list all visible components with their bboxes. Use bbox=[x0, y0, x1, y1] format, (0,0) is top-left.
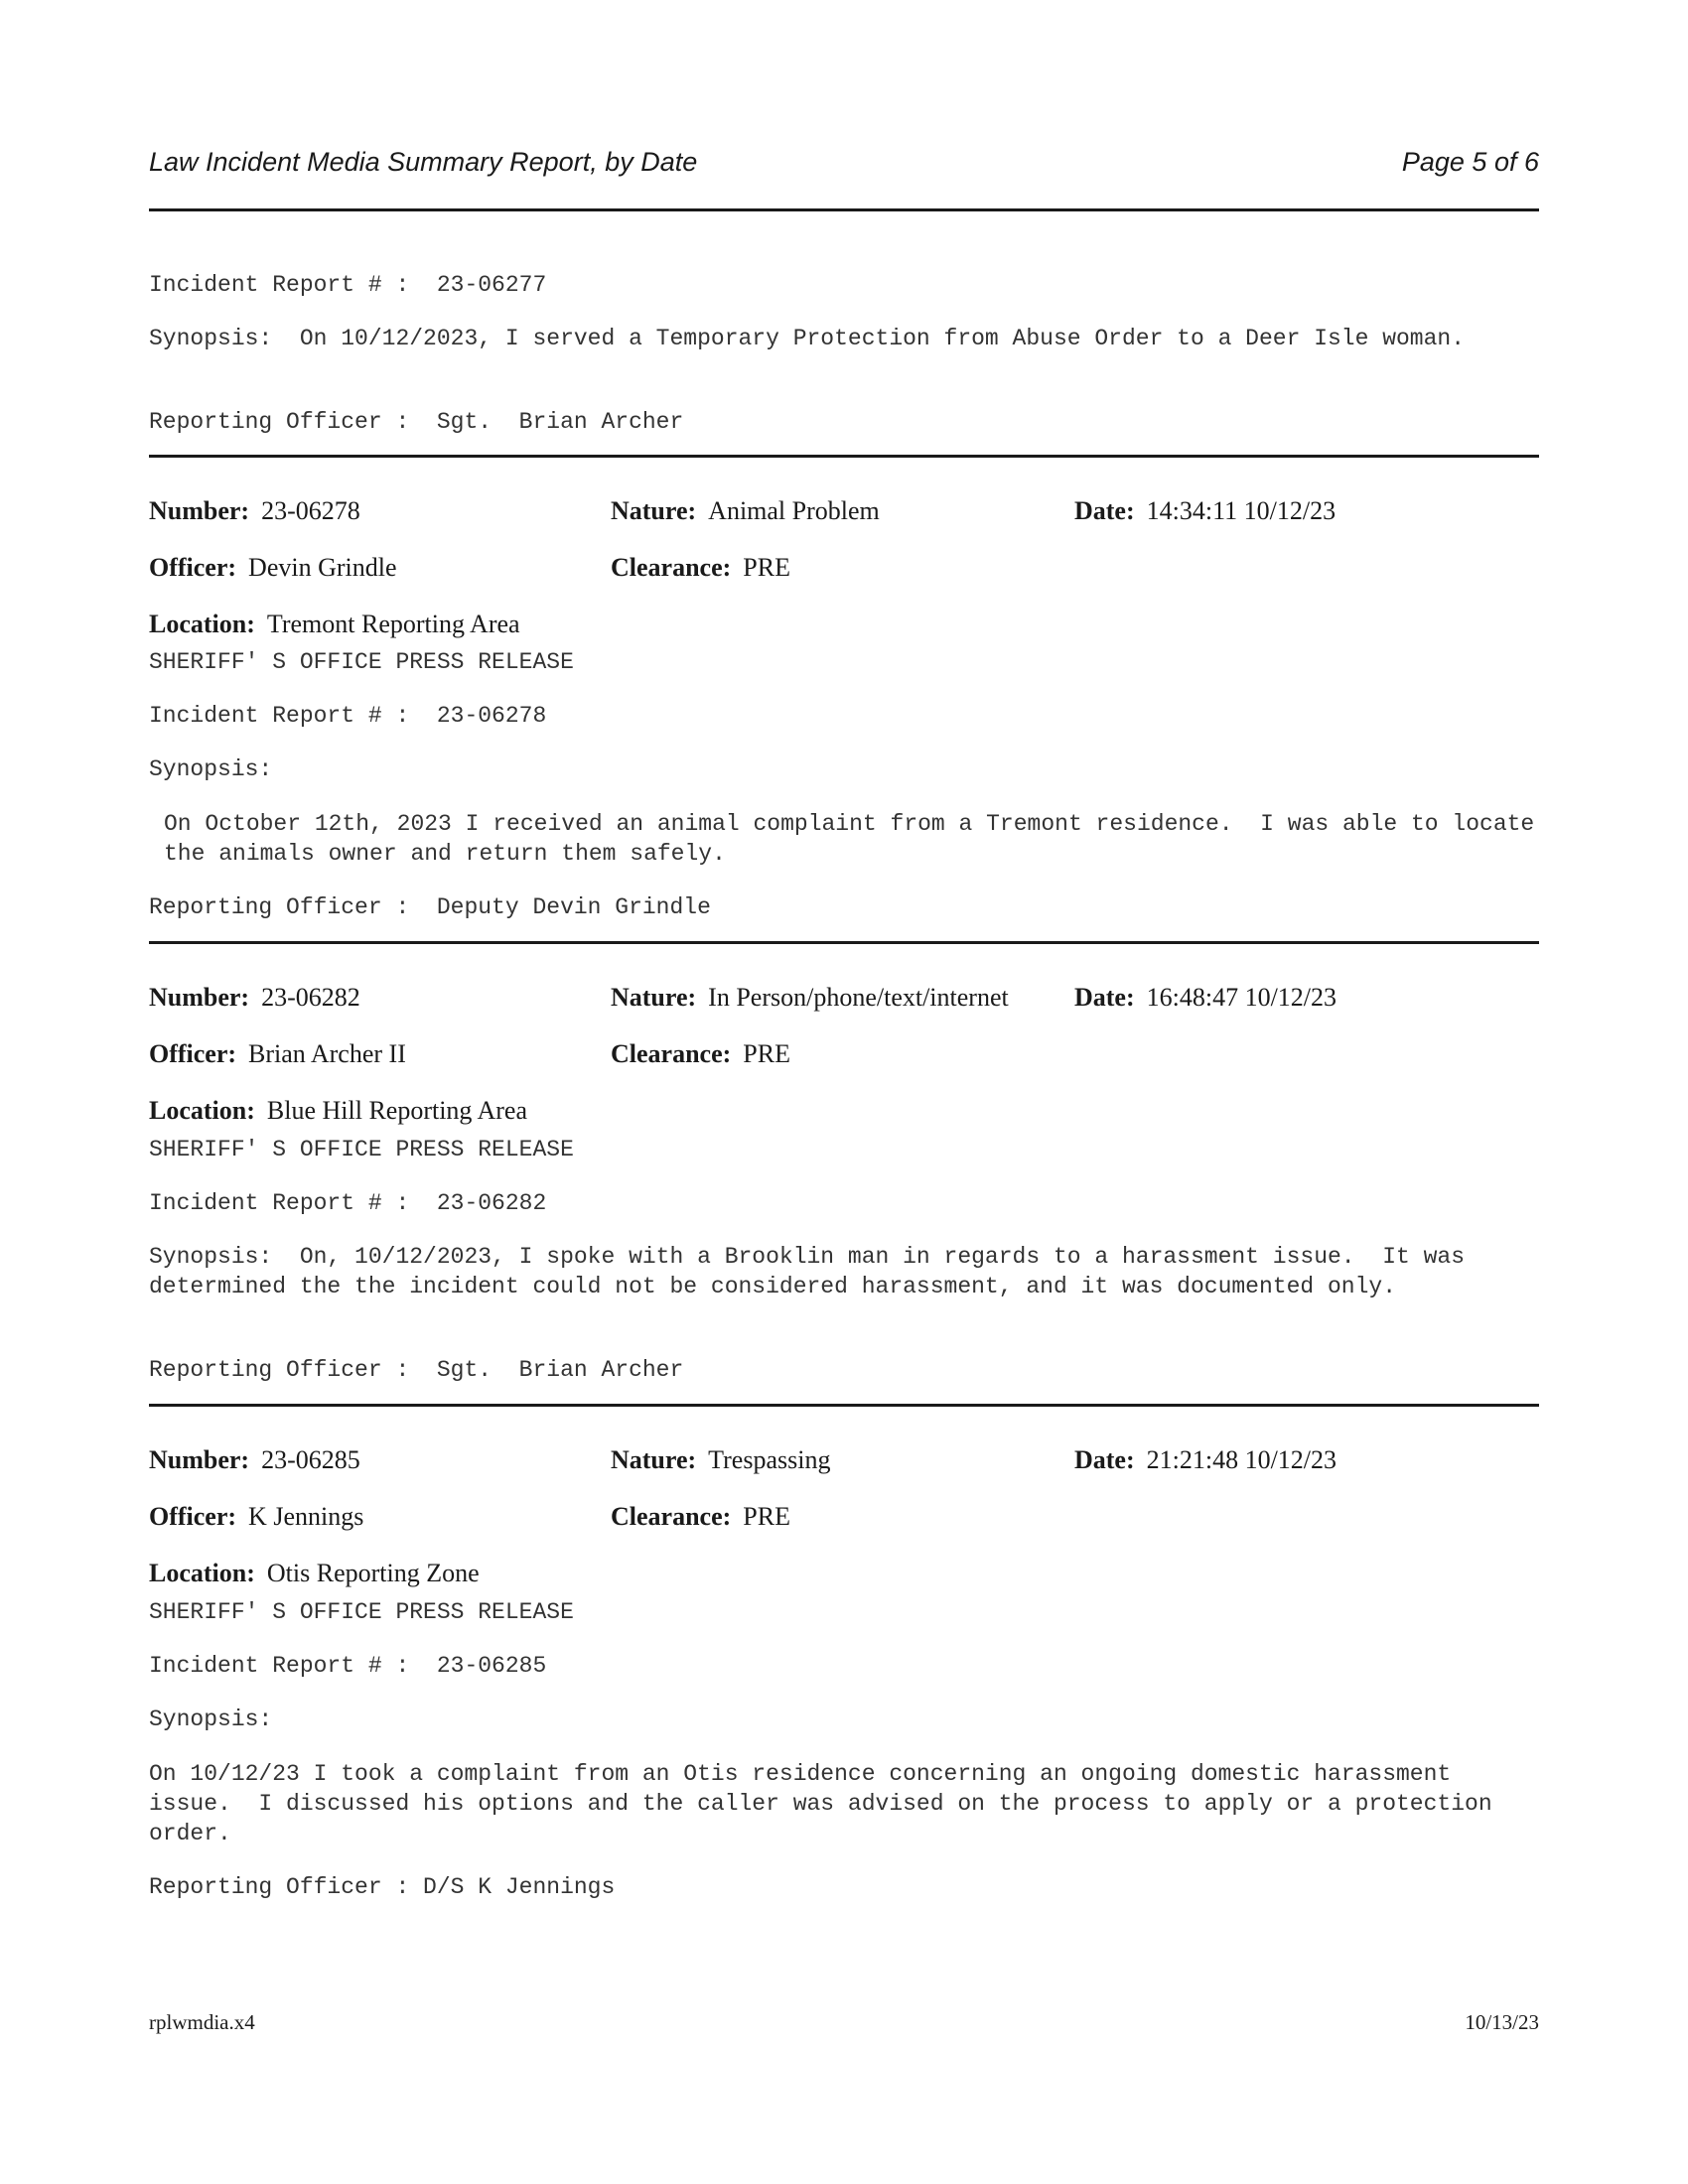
entry-divider bbox=[149, 1404, 1539, 1407]
officer-field: Officer: Devin Grindle bbox=[149, 553, 397, 582]
synopsis-label: Synopsis: bbox=[149, 756, 273, 782]
nature-field: Nature: Trespassing bbox=[611, 1445, 831, 1474]
reporting-officer: Reporting Officer : Deputy Devin Grindle bbox=[149, 894, 711, 920]
clearance-value: PRE bbox=[743, 1502, 790, 1531]
reporting-officer: Reporting Officer : Sgt. Brian Archer bbox=[149, 1357, 684, 1383]
synopsis: Synopsis: On, 10/12/2023, I spoke with a Brooklin man in regards to a harassment issue. It was determined the the incident could not be considered harassment, and it was documented only. bbox=[149, 1244, 1478, 1299]
location-field: Location: Tremont Reporting Area bbox=[149, 610, 520, 638]
location-value: Blue Hill Reporting Area bbox=[266, 1096, 528, 1125]
clearance-field: Clearance: PRE bbox=[611, 553, 790, 582]
press-release-label: SHERIFF' S OFFICE PRESS RELEASE bbox=[149, 649, 574, 675]
press-release-label: SHERIFF' S OFFICE PRESS RELEASE bbox=[149, 1137, 574, 1162]
incident-report-number: Incident Report # : 23-06285 bbox=[149, 1653, 547, 1679]
date-value: 14:34:11 10/12/23 bbox=[1146, 496, 1336, 525]
synopsis: Synopsis: On 10/12/2023, I served a Temporary Protection from Abuse Order to a Deer Isle woman. bbox=[149, 326, 1466, 351]
incident-report-number: Incident Report # : 23-06278 bbox=[149, 703, 547, 729]
number-field: Number: 23-06282 bbox=[149, 983, 360, 1012]
nature-field: Nature: In Person/phone/text/internet bbox=[611, 983, 1009, 1012]
report-header bbox=[149, 147, 1539, 183]
clearance-field: Clearance: PRE bbox=[611, 1502, 790, 1531]
entry-divider bbox=[149, 941, 1539, 944]
number-value: 23-06285 bbox=[261, 1445, 360, 1474]
officer-value: Brian Archer II bbox=[248, 1039, 406, 1068]
synopsis-text: On October 12th, 2023 I received an animal complaint from a Tremont residence. I was able to locate the animals owner and return them safely. bbox=[164, 811, 1549, 867]
nature-value: Trespassing bbox=[708, 1445, 831, 1474]
footer-print-date: 10/13/23 bbox=[1465, 2010, 1539, 2034]
reporting-officer: Reporting Officer : D/S K Jennings bbox=[149, 1874, 616, 1900]
incident-report-number: Incident Report # : 23-06282 bbox=[149, 1190, 547, 1216]
report-page bbox=[149, 0, 1549, 2184]
nature-value: In Person/phone/text/internet bbox=[708, 983, 1009, 1012]
officer-value: Devin Grindle bbox=[248, 553, 397, 582]
report-title: Law Incident Media Summary Report, by Date bbox=[149, 147, 698, 177]
number-field: Number: 23-06278 bbox=[149, 496, 360, 525]
date-value: 16:48:47 10/12/23 bbox=[1146, 983, 1337, 1012]
footer-report-code: rplwmdia.x4 bbox=[149, 2010, 255, 2034]
press-release-label: SHERIFF' S OFFICE PRESS RELEASE bbox=[149, 1599, 574, 1625]
clearance-field: Clearance: PRE bbox=[611, 1039, 790, 1068]
location-value: Tremont Reporting Area bbox=[266, 610, 520, 638]
clearance-value: PRE bbox=[743, 1039, 790, 1068]
location-field: Location: Otis Reporting Zone bbox=[149, 1559, 480, 1587]
incident-report-number: Incident Report # : 23-06277 bbox=[149, 272, 547, 298]
officer-value: K Jennings bbox=[248, 1502, 364, 1531]
date-value: 21:21:48 10/12/23 bbox=[1146, 1445, 1337, 1474]
location-value: Otis Reporting Zone bbox=[266, 1559, 480, 1587]
number-field: Number: 23-06285 bbox=[149, 1445, 360, 1474]
officer-field: Officer: Brian Archer II bbox=[149, 1039, 406, 1068]
clearance-value: PRE bbox=[743, 553, 790, 582]
officer-field: Officer: K Jennings bbox=[149, 1502, 364, 1531]
date-field: Date: 21:21:48 10/12/23 bbox=[1074, 1445, 1337, 1474]
page-number: Page 5 of 6 bbox=[1401, 147, 1539, 177]
entry-divider bbox=[149, 455, 1539, 458]
header-divider bbox=[149, 208, 1539, 211]
synopsis-label: Synopsis: bbox=[149, 1706, 273, 1732]
number-value: 23-06278 bbox=[261, 496, 360, 525]
synopsis-text: On 10/12/23 I took a complaint from an Otis residence concerning an ongoing domestic harassment issue. I discussed his options and the caller was advised on the process to apply or a protection order. bbox=[149, 1761, 1506, 1846]
date-field: Date: 14:34:11 10/12/23 bbox=[1074, 496, 1336, 525]
number-value: 23-06282 bbox=[261, 983, 360, 1012]
date-field: Date: 16:48:47 10/12/23 bbox=[1074, 983, 1337, 1012]
location-field: Location: Blue Hill Reporting Area bbox=[149, 1096, 528, 1125]
nature-value: Animal Problem bbox=[708, 496, 880, 525]
reporting-officer: Reporting Officer : Sgt. Brian Archer bbox=[149, 409, 684, 435]
nature-field: Nature: Animal Problem bbox=[611, 496, 880, 525]
